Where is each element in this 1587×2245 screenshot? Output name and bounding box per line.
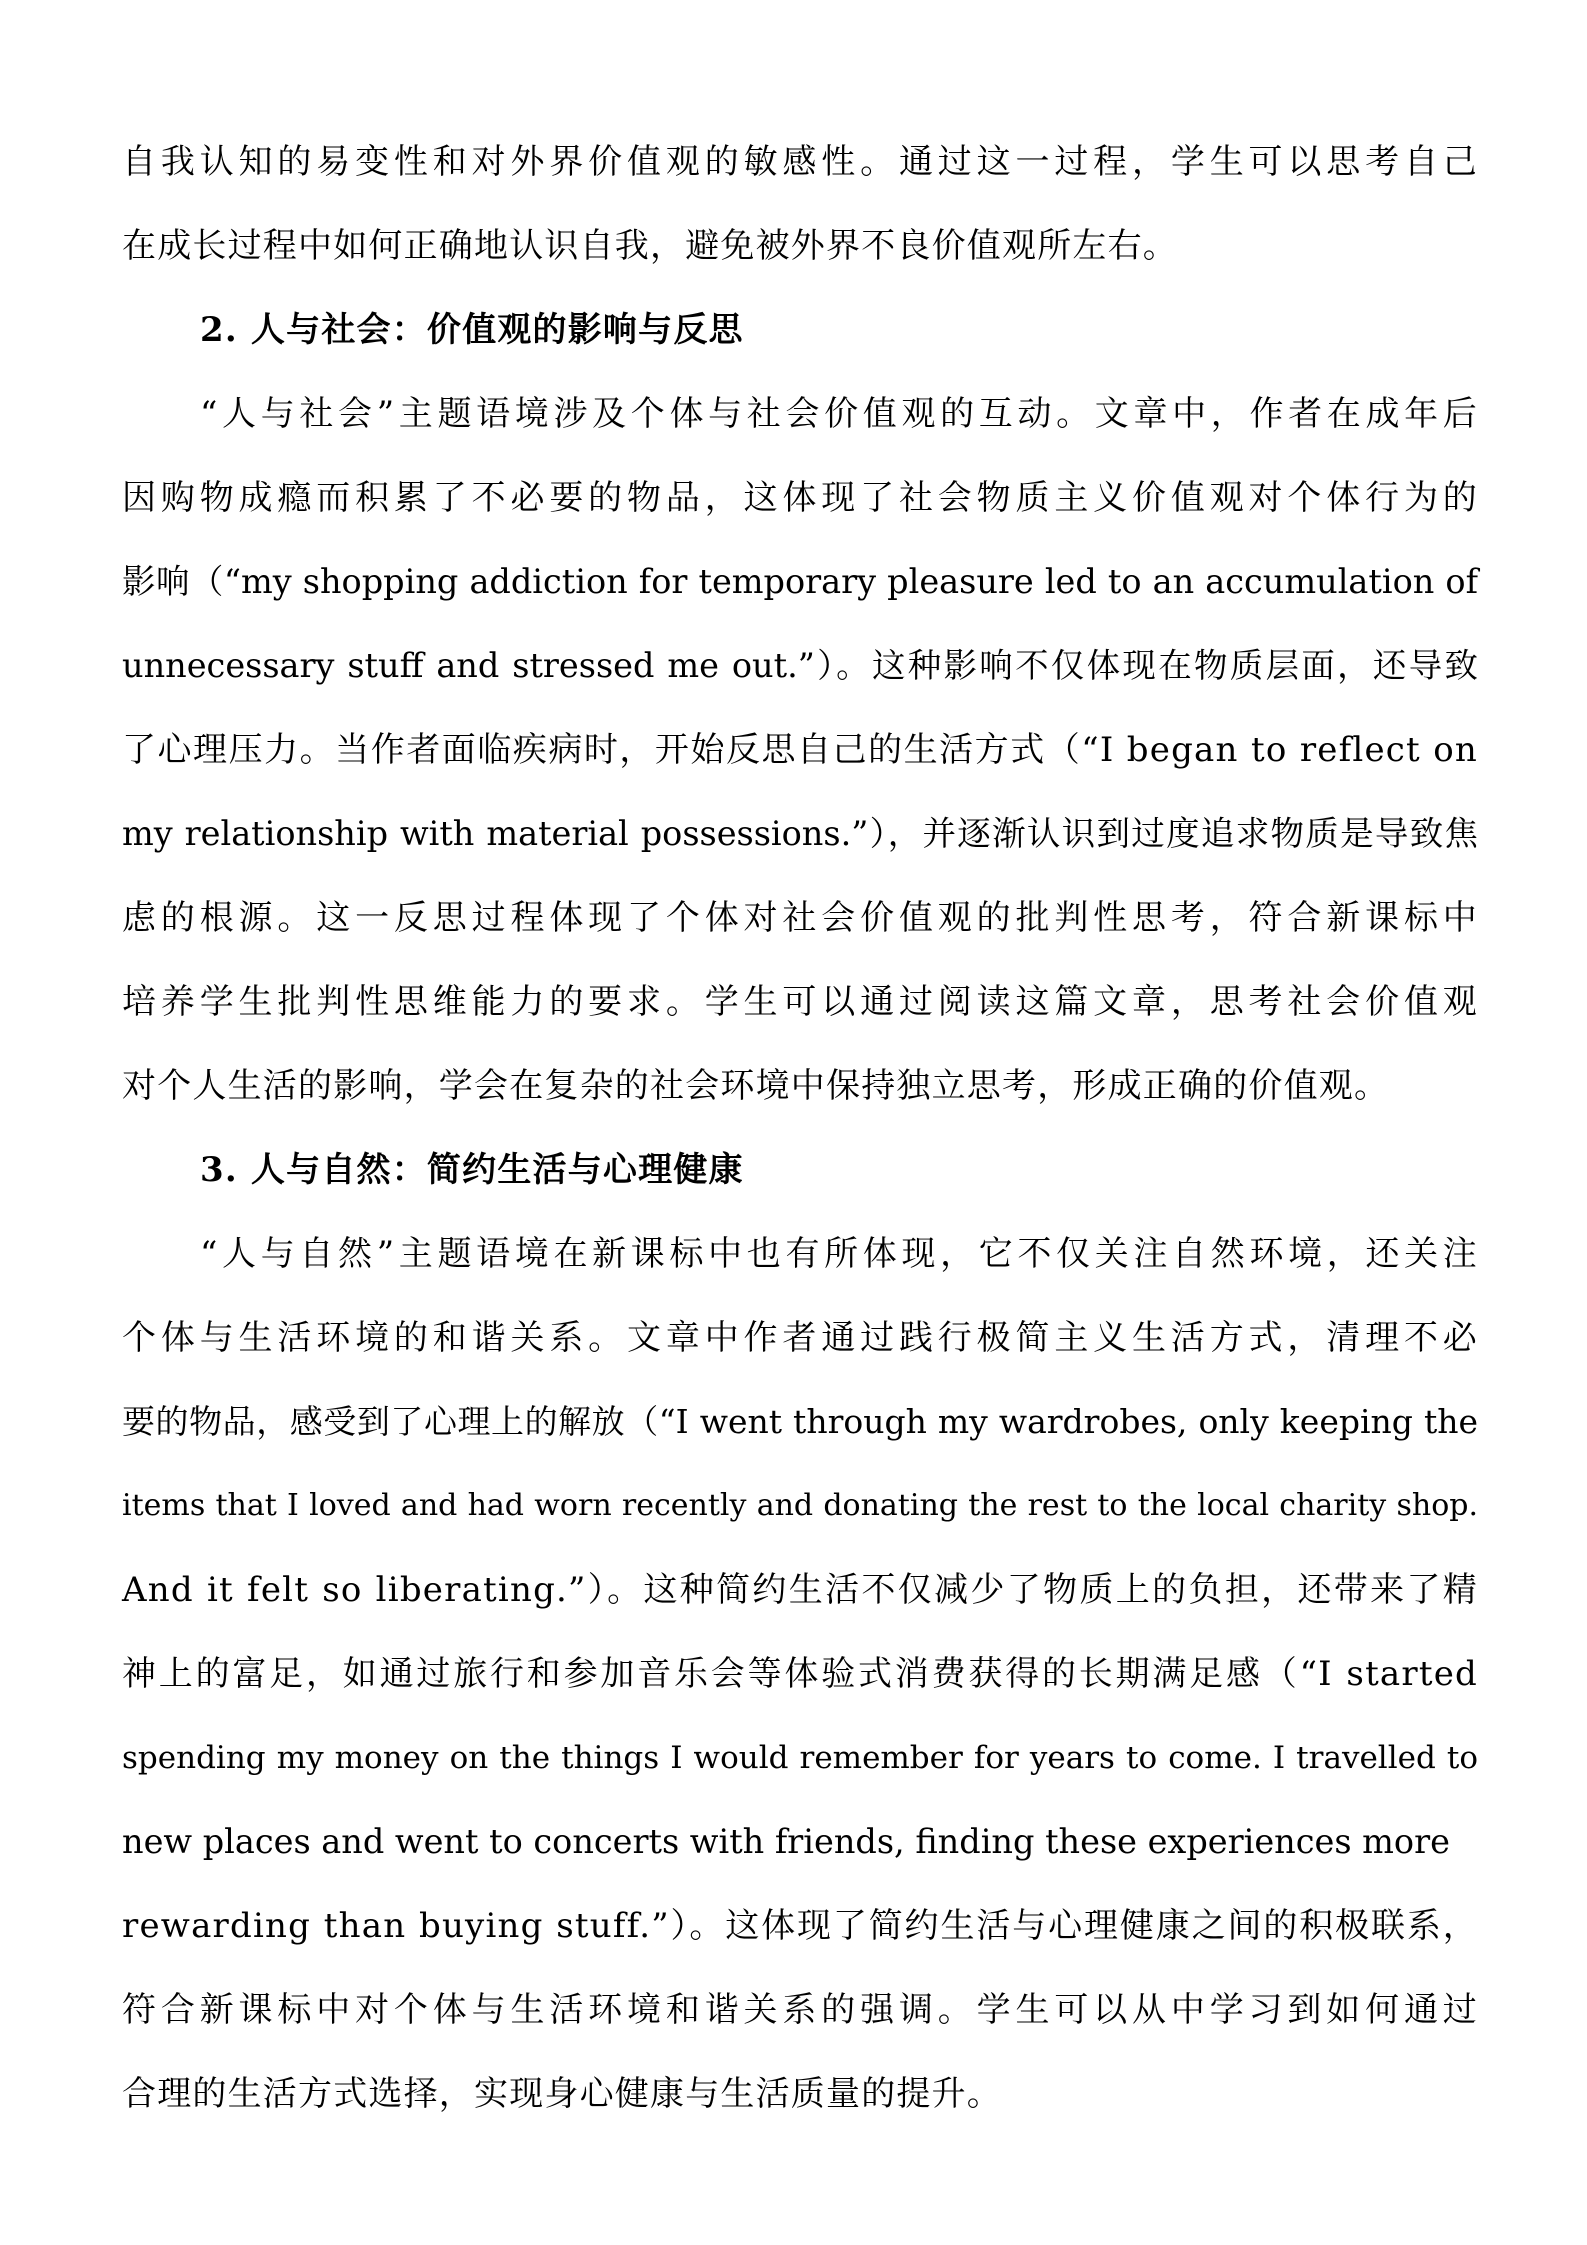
body-text-line: new places and went to concerts with friends, finding these experiences more xyxy=(122,1822,1450,1861)
body-text-line: my relationship with material possessions.”），并逐渐认识到过度追求物质是导致焦 xyxy=(122,814,1478,853)
body-text-line: 培养学生批判性思维能力的要求。学生可以通过阅读这篇文章，思考社会价值观 xyxy=(122,982,1478,1022)
body-text-line: 个体与生活环境的和谐关系。文章中作者通过践行极简主义生活方式，清理不必 xyxy=(122,1318,1478,1358)
body-text-line: 在成长过程中如何正确地认识自我，避免被外界不良价值观所左右。 xyxy=(122,226,1178,266)
body-text-line: rewarding than buying stuff.”）。这体现了简约生活与心理健康之间的积极联系， xyxy=(122,1906,1478,1946)
body-text-line: 虑的根源。这一反思过程体现了个体对社会价值观的批判性思考，符合新课标中 xyxy=(122,898,1478,938)
body-text-line: unnecessary stuff and stressed me out.”）。这种影响不仅体现在物质层面，还导致 xyxy=(122,646,1478,685)
body-text-line: 神上的富足，如通过旅行和参加音乐会等体验式消费获得的长期满足感（“I started xyxy=(122,1654,1478,1694)
body-text-line: items that I loved and had worn recently and donating the rest to the local charity shop. xyxy=(122,1488,1478,1523)
body-text-line: 对个人生活的影响，学会在复杂的社会环境中保持独立思考，形成正确的价值观。 xyxy=(122,1066,1390,1106)
body-text-line: 要的物品，感受到了心理上的解放（“I went through my wardrobes, only keeping the xyxy=(122,1402,1478,1441)
body-text-line: 合理的生活方式选择，实现身心健康与生活质量的提升。 xyxy=(122,2074,1002,2114)
body-text-line: 自我认知的易变性和对外界价值观的敏感性。通过这一过程，学生可以思考自己 xyxy=(122,142,1478,182)
paragraph-first-line: “人与社会”主题语境涉及个体与社会价值观的互动。文章中，作者在成年后 xyxy=(200,394,1478,434)
body-text-line: 了心理压力。当作者面临疾病时，开始反思自己的生活方式（“I began to reflect on xyxy=(122,730,1478,770)
body-text-line: 影响（“my shopping addiction for temporary pleasure led to an accumulation of xyxy=(122,562,1478,601)
section-heading-people-and-society: 2. 人与社会：价值观的影响与反思 xyxy=(200,310,744,350)
body-text-line: 符合新课标中对个体与生活环境和谐关系的强调。学生可以从中学习到如何通过 xyxy=(122,1990,1478,2030)
body-text-line: And it felt so liberating.”）。这种简约生活不仅减少了物质上的负担，还带来了精 xyxy=(122,1570,1478,1610)
section-heading-people-and-nature: 3. 人与自然：简约生活与心理健康 xyxy=(200,1150,744,1190)
body-text-line: spending my money on the things I would remember for years to come. I travelled to xyxy=(122,1740,1478,1776)
body-text-line: 因购物成瘾而积累了不必要的物品，这体现了社会物质主义价值观对个体行为的 xyxy=(122,478,1478,518)
paragraph-first-line: “人与自然”主题语境在新课标中也有所体现，它不仅关注自然环境，还关注 xyxy=(200,1234,1478,1274)
